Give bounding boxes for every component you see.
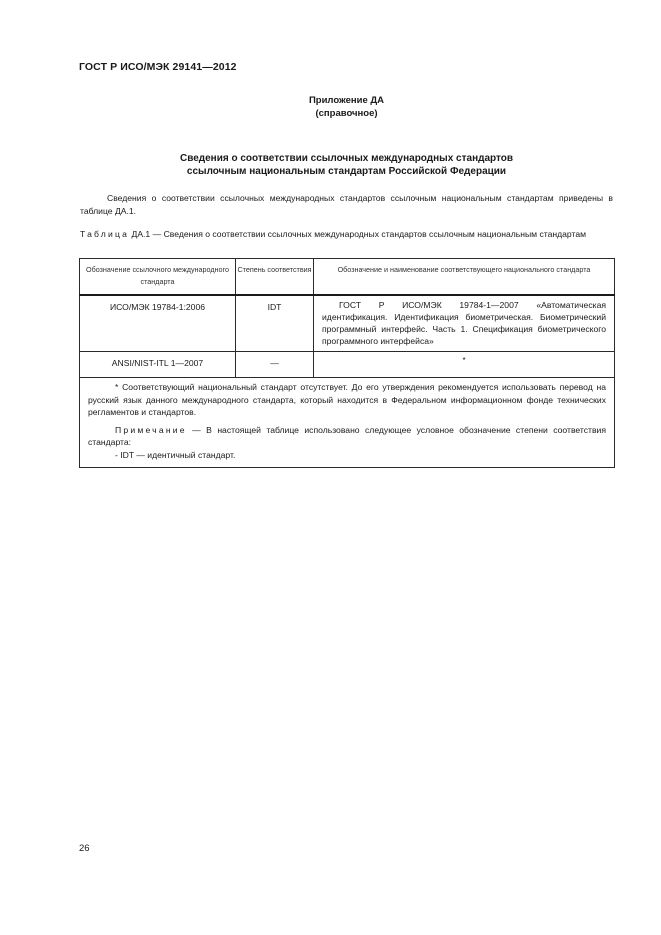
- correspondence-table: [79, 258, 615, 468]
- header-degree: Степень соответствия: [236, 259, 314, 295]
- section-title-line2: ссылочным национальным стандартам Российской Федерации: [186, 166, 507, 177]
- table-note: [88, 424, 606, 449]
- section-title: [80, 152, 613, 178]
- footnote: * Соответствующий национальный стандарт отсутствует. До его утверждения рекомендуется использовать перевод на русский язык данного международного стандарта, который находится в Федеральном информационном фонде технических регламентов и стандартов.: [88, 382, 606, 418]
- note-item: - IDT — идентичный стандарт.: [115, 449, 236, 460]
- document-header: ГОСТ Р ИСО/МЭК 29141—2012: [79, 61, 237, 73]
- table-caption-label: Таблица: [80, 229, 130, 239]
- intro-paragraph: Сведения о соответствии ссылочных международных стандартов ссылочным национальным стандартам приведены в таблице ДА.1.: [80, 193, 613, 216]
- appendix-title: Приложение ДА: [308, 95, 385, 106]
- cell-national-standard: *: [314, 352, 615, 378]
- table-header-row: [80, 259, 615, 295]
- table-footer-row: [80, 378, 615, 468]
- page-number: 26: [79, 843, 90, 854]
- header-national-standard: Обозначение и наименование соответствующего национального стандарта: [314, 259, 615, 295]
- table-caption: [80, 228, 613, 241]
- section-title-line1: Сведения о соответствии ссылочных международных стандартов: [179, 153, 514, 164]
- cell-degree: —: [236, 352, 314, 378]
- cell-degree: IDT: [236, 295, 314, 352]
- cell-national-standard: ГОСТ Р ИСО/МЭК 19784-1—2007 «Автоматическая идентификация. Идентификация биометрическая. Биометрический программный интерфейс. Часть 1. Спецификация биометрического программного интерфейса»: [314, 295, 615, 352]
- cell-international-code: ANSI/NIST-ITL 1—2007: [80, 352, 236, 378]
- appendix-subtitle: (справочное): [315, 108, 378, 119]
- table-row: [80, 352, 615, 378]
- note-text: — В настоящей таблице использовано следующее условное обозначение степени соответствия стандарта:: [88, 424, 606, 448]
- table-row: [80, 295, 615, 352]
- cell-international-code: ИСО/МЭК 19784-1:2006: [80, 295, 236, 352]
- note-label: Примечание: [115, 424, 187, 435]
- appendix-heading: [0, 94, 661, 120]
- header-international-standard: Обозначение ссылочного международного стандарта: [80, 259, 236, 295]
- table-footer: [80, 378, 615, 468]
- table-caption-text: ДА.1 — Сведения о соответствии ссылочных международных стандартов ссылочным национальным стандартам: [129, 229, 587, 239]
